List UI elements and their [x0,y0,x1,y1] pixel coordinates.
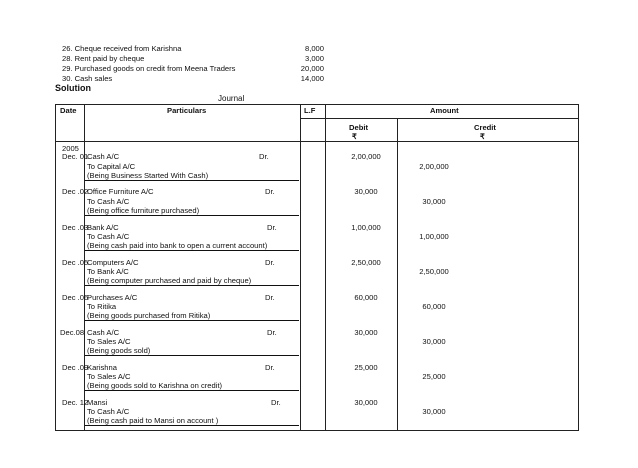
credit-account: To Cash A/C [87,407,130,416]
dr-label: Dr. [267,223,277,232]
header-date: Date [60,106,77,115]
narration: (Being computer purchased and paid by cheque) [87,276,252,285]
credit-amount: 30,000 [422,197,446,206]
header-amount: Amount [430,106,459,115]
debit-account: Bank A/C [87,223,119,232]
credit-account: To Capital A/C [87,162,136,171]
narration: (Being goods sold) [87,346,151,355]
credit-account: To Sales A/C [87,372,131,381]
top-item-amount: 8,000 [304,44,324,53]
dr-label: Dr. [267,328,277,337]
credit-account: To Cash A/C [87,197,130,206]
entry-date: Dec.08 [60,328,85,337]
dr-label: Dr. [265,293,275,302]
credit-amount: 25,000 [422,372,446,381]
debit-account: Mansi [87,398,108,407]
credit-account: To Bank A/C [87,267,129,276]
solution-heading: Solution [55,83,91,93]
dr-label: Dr. [265,187,275,196]
narration: (Being cash paid to Mansi on account ) [87,416,219,425]
top-item-text: 30. Cash sales [62,74,113,83]
debit-account: Cash A/C [87,152,120,161]
credit-amount: 2,00,000 [419,162,449,171]
credit-account: To Sales A/C [87,337,131,346]
dr-label: Dr. [271,398,281,407]
dr-label: Dr. [265,363,275,372]
entry-date: Dec .09 [62,363,89,372]
top-item-text: 26. Cheque received from Karishna [62,44,182,53]
debit-account: Office Furniture A/C [87,187,154,196]
top-item-amount: 20,000 [300,64,324,73]
debit-account: Purchases A/C [87,293,138,302]
top-item-amount: 14,000 [300,74,324,83]
debit-currency: ₹ [352,132,357,141]
header-debit: Debit [349,123,368,132]
debit-amount: 25,000 [354,363,378,372]
debit-amount: 1,00,000 [351,223,381,232]
entry-date: Dec .02 [62,187,89,196]
debit-amount: 2,50,000 [351,258,381,267]
year-label: 2005 [62,144,79,153]
top-item-amount: 3,000 [304,54,324,63]
debit-amount: 2,00,000 [351,152,381,161]
credit-amount: 60,000 [422,302,446,311]
top-item-text: 29. Purchased goods on credit from Meena Traders [62,64,236,73]
debit-account: Computers A/C [87,258,139,267]
top-item-text: 28. Rent paid by cheque [62,54,145,63]
dr-label: Dr. [265,258,275,267]
credit-amount: 2,50,000 [419,267,449,276]
debit-amount: 30,000 [354,398,378,407]
narration: (Being office furniture purchased) [87,206,200,215]
entry-date: Dec. 01 [62,152,89,161]
credit-amount: 30,000 [422,407,446,416]
credit-account: To Ritika [87,302,117,311]
debit-amount: 30,000 [354,187,378,196]
narration: (Being goods sold to Karishna on credit) [87,381,223,390]
credit-amount: 1,00,000 [419,232,449,241]
debit-account: Karishna [87,363,117,372]
credit-amount: 30,000 [422,337,446,346]
entry-date: Dec .03 [62,223,89,232]
dr-label: Dr. [259,152,269,161]
debit-amount: 60,000 [354,293,378,302]
narration: (Being Business Started With Cash) [87,171,209,180]
header-lf: L.F [304,106,316,115]
credit-account: To Cash A/C [87,232,130,241]
header-credit: Credit [474,123,496,132]
debit-account: Cash A/C [87,328,120,337]
header-particulars: Particulars [167,106,207,115]
journal-title: Journal [218,94,245,103]
narration: (Being cash paid into bank to open a current account) [87,241,268,250]
entry-date: Dec .06 [62,293,89,302]
entry-date: Dec .05 [62,258,89,267]
credit-currency: ₹ [480,132,485,141]
entry-date: Dec. 12 [62,398,89,407]
debit-amount: 30,000 [354,328,378,337]
narration: (Being goods purchased from Ritika) [87,311,211,320]
